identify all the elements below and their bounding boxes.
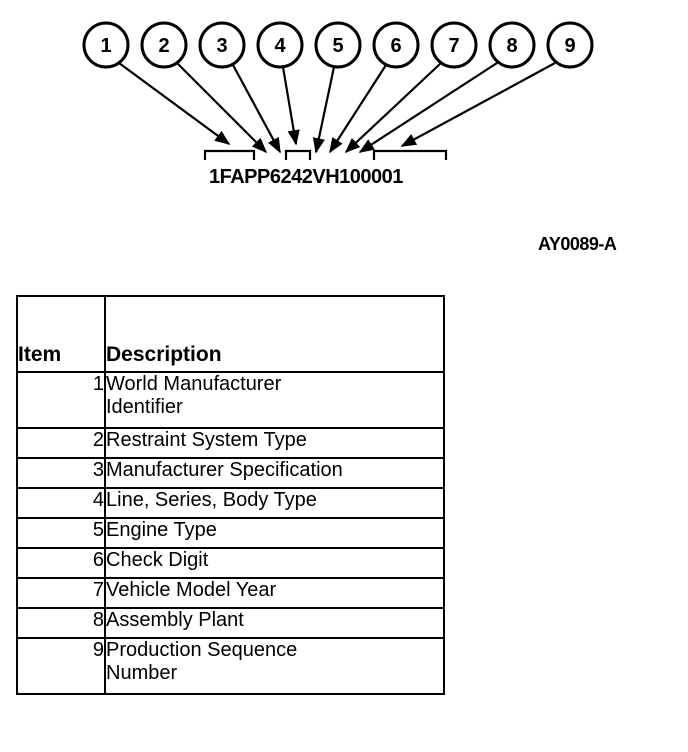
bracket-wmi [205,151,254,160]
table-row [17,638,444,694]
item-description: Production Sequence Number [105,638,444,694]
callout-3 [200,23,244,67]
table-row [17,458,444,488]
item-number: 3 [17,458,105,488]
callout-1-label: 1 [100,35,112,57]
figure-id: AY0089-A [538,234,617,254]
callout-6-label: 6 [390,35,402,57]
callout-8 [490,23,534,67]
item-description: Vehicle Model Year [105,578,444,608]
table-row [17,428,444,458]
callout-4 [258,23,302,67]
item-description: Check Digit [105,548,444,578]
table-row [17,488,444,518]
description-column-header: Description [105,296,444,372]
item-description: Engine Type [105,518,444,548]
leader-line-8 [360,63,497,152]
leader-line-5 [316,67,334,152]
callout-5 [316,23,360,67]
callout-2-label: 2 [158,35,170,57]
callout-4-label: 4 [274,35,286,57]
item-number: 6 [17,548,105,578]
leader-line-1 [119,63,229,144]
table-row [17,608,444,638]
callout-9 [548,23,592,67]
table-row [17,578,444,608]
item-number: 5 [17,518,105,548]
bracket-sequence [374,151,446,160]
callout-7-label: 7 [448,35,460,57]
table-row [17,372,444,428]
item-number: 9 [17,638,105,694]
callout-1 [84,23,128,67]
leader-line-6 [330,65,386,152]
callout-9-label: 9 [564,35,576,57]
item-description: Manufacturer Specification [105,458,444,488]
item-description: Assembly Plant [105,608,444,638]
item-number: 2 [17,428,105,458]
item-description: Line, Series, Body Type [105,488,444,518]
bracket-line-series-body [286,151,310,160]
leader-line-4 [283,67,296,144]
vin-description-table [16,295,445,695]
callout-6 [374,23,418,67]
callout-5-label: 5 [332,35,344,57]
vin-number: 1FAPP6242VH100001 [209,166,403,188]
item-number: 4 [17,488,105,518]
callout-2 [142,23,186,67]
leader-line-3 [233,65,280,152]
item-description: World Manufacturer Identifier [105,372,444,428]
callout-3-label: 3 [216,35,228,57]
table-row [17,548,444,578]
item-number: 7 [17,578,105,608]
callout-8-label: 8 [506,35,518,57]
item-column-header: Item [17,296,105,372]
callout-7 [432,23,476,67]
vin-diagram [0,0,688,230]
table-header [17,296,444,372]
item-number: 1 [17,372,105,428]
table-row [17,518,444,548]
item-number: 8 [17,608,105,638]
item-description: Restraint System Type [105,428,444,458]
